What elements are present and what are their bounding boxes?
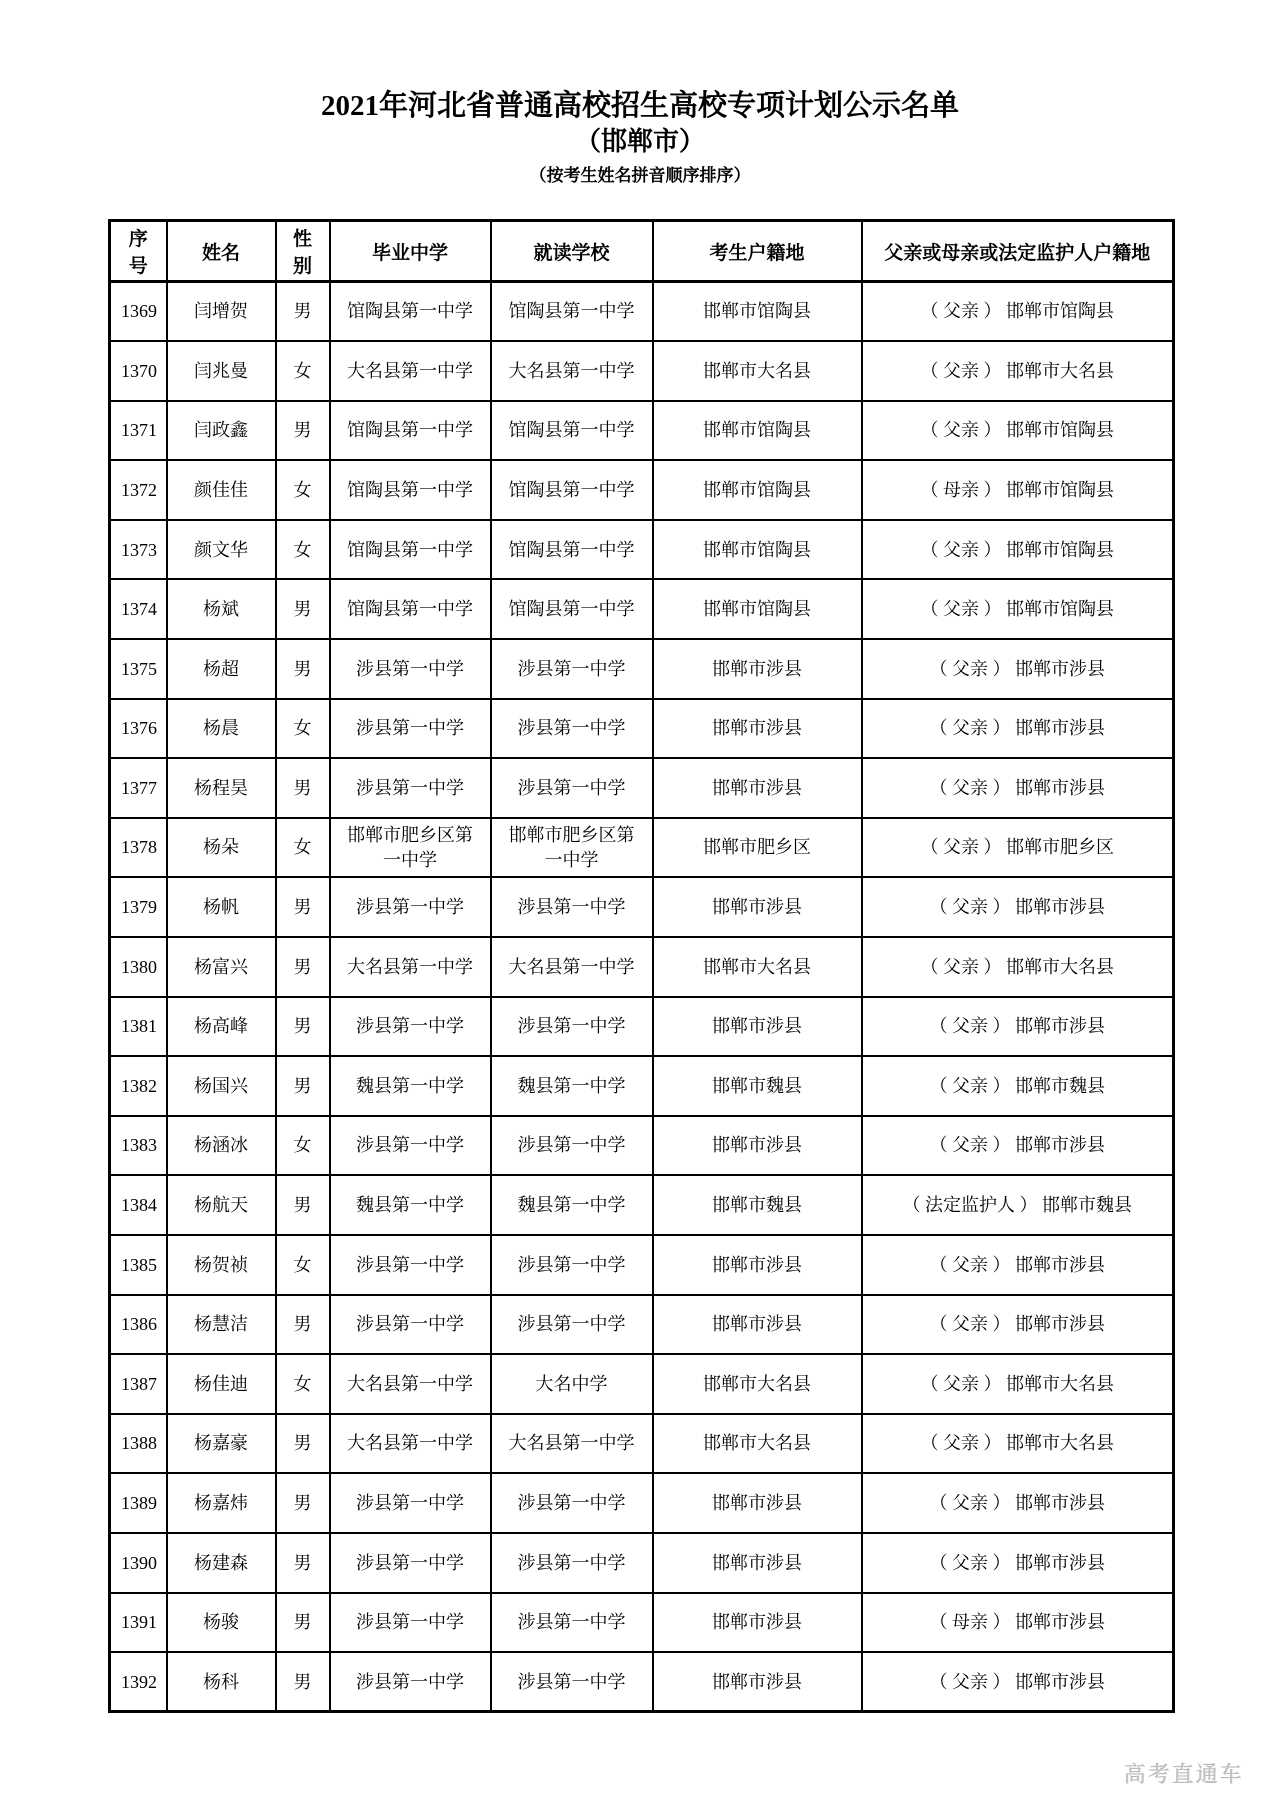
- cell-candidate-residence: 邯郸市涉县: [653, 1295, 862, 1355]
- cell-index: 1388: [110, 1414, 167, 1474]
- header-index: 序号: [110, 221, 167, 282]
- cell-graduation-school: 大名县第一中学: [330, 937, 491, 997]
- cell-name: 杨超: [167, 639, 276, 699]
- cell-candidate-residence: 邯郸市涉县: [653, 699, 862, 759]
- table-row: [110, 579, 1174, 639]
- cell-attending-school: 大名县第一中学: [491, 1414, 653, 1474]
- table-row: [110, 282, 1174, 342]
- cell-name: 杨嘉豪: [167, 1414, 276, 1474]
- page-sort-note: （按考生姓名拼音顺序排序）: [529, 166, 751, 185]
- cell-candidate-residence: 邯郸市大名县: [653, 937, 862, 997]
- cell-index: 1389: [110, 1473, 167, 1533]
- cell-candidate-residence: 邯郸市馆陶县: [653, 520, 862, 580]
- cell-guardian-residence: （ 父亲 ） 邯郸市馆陶县: [862, 282, 1174, 342]
- cell-name: 杨建森: [167, 1533, 276, 1593]
- table-row: [110, 1414, 1174, 1474]
- table-header-row: [110, 221, 1174, 282]
- cell-candidate-residence: 邯郸市涉县: [653, 997, 862, 1057]
- cell-guardian-residence: （ 父亲 ） 邯郸市魏县: [862, 1056, 1174, 1116]
- cell-name: 杨航天: [167, 1175, 276, 1235]
- cell-candidate-residence: 邯郸市馆陶县: [653, 460, 862, 520]
- candidates-table: [108, 219, 1175, 1713]
- cell-attending-school: 涉县第一中学: [491, 639, 653, 699]
- cell-attending-school: 涉县第一中学: [491, 699, 653, 759]
- cell-graduation-school: 涉县第一中学: [330, 1235, 491, 1295]
- cell-attending-school: 涉县第一中学: [491, 1295, 653, 1355]
- cell-candidate-residence: 邯郸市涉县: [653, 1652, 862, 1712]
- cell-gender: 女: [276, 341, 330, 401]
- cell-attending-school: 大名中学: [491, 1354, 653, 1414]
- cell-guardian-residence: （ 父亲 ） 邯郸市大名县: [862, 937, 1174, 997]
- cell-candidate-residence: 邯郸市涉县: [653, 1473, 862, 1533]
- cell-gender: 男: [276, 282, 330, 342]
- cell-candidate-residence: 邯郸市涉县: [653, 1235, 862, 1295]
- cell-name: 杨斌: [167, 579, 276, 639]
- cell-gender: 男: [276, 1414, 330, 1474]
- header-name: 姓名: [167, 221, 276, 282]
- cell-gender: 女: [276, 818, 330, 878]
- cell-graduation-school: 涉县第一中学: [330, 1533, 491, 1593]
- cell-guardian-residence: （ 父亲 ） 邯郸市涉县: [862, 1652, 1174, 1712]
- cell-gender: 男: [276, 1175, 330, 1235]
- cell-graduation-school: 涉县第一中学: [330, 877, 491, 937]
- cell-gender: 女: [276, 699, 330, 759]
- cell-index: 1390: [110, 1533, 167, 1593]
- table-row: [110, 699, 1174, 759]
- cell-graduation-school: 馆陶县第一中学: [330, 401, 491, 461]
- cell-name: 杨科: [167, 1652, 276, 1712]
- cell-gender: 女: [276, 460, 330, 520]
- cell-index: 1371: [110, 401, 167, 461]
- cell-index: 1378: [110, 818, 167, 878]
- table-row: [110, 1473, 1174, 1533]
- cell-index: 1386: [110, 1295, 167, 1355]
- cell-index: 1375: [110, 639, 167, 699]
- cell-index: 1379: [110, 877, 167, 937]
- cell-candidate-residence: 邯郸市涉县: [653, 758, 862, 818]
- cell-attending-school: 魏县第一中学: [491, 1056, 653, 1116]
- cell-attending-school: 涉县第一中学: [491, 1593, 653, 1653]
- cell-guardian-residence: （ 父亲 ） 邯郸市涉县: [862, 1116, 1174, 1176]
- table-row: [110, 997, 1174, 1057]
- title-block: [0, 88, 1280, 188]
- header-candidate-residence: 考生户籍地: [653, 221, 862, 282]
- cell-candidate-residence: 邯郸市涉县: [653, 877, 862, 937]
- cell-candidate-residence: 邯郸市涉县: [653, 1533, 862, 1593]
- cell-gender: 男: [276, 997, 330, 1057]
- cell-gender: 女: [276, 1354, 330, 1414]
- cell-name: 杨程昊: [167, 758, 276, 818]
- cell-guardian-residence: （ 法定监护人 ） 邯郸市魏县: [862, 1175, 1174, 1235]
- cell-candidate-residence: 邯郸市馆陶县: [653, 579, 862, 639]
- cell-attending-school: 魏县第一中学: [491, 1175, 653, 1235]
- cell-name: 杨慧洁: [167, 1295, 276, 1355]
- cell-graduation-school: 大名县第一中学: [330, 341, 491, 401]
- table-row: [110, 1175, 1174, 1235]
- cell-gender: 男: [276, 1533, 330, 1593]
- cell-gender: 女: [276, 1235, 330, 1295]
- cell-guardian-residence: （ 父亲 ） 邯郸市馆陶县: [862, 579, 1174, 639]
- cell-attending-school: 馆陶县第一中学: [491, 579, 653, 639]
- page-title: 2021年河北省普通高校招生高校专项计划公示名单: [320, 90, 959, 122]
- cell-candidate-residence: 邯郸市涉县: [653, 1116, 862, 1176]
- header-attending-school: 就读学校: [491, 221, 653, 282]
- table-row: [110, 1593, 1174, 1653]
- cell-guardian-residence: （ 父亲 ） 邯郸市涉县: [862, 997, 1174, 1057]
- cell-guardian-residence: （ 母亲 ） 邯郸市涉县: [862, 1593, 1174, 1653]
- cell-index: 1377: [110, 758, 167, 818]
- table-body: [110, 282, 1174, 1712]
- table-row: [110, 401, 1174, 461]
- table-row: [110, 1295, 1174, 1355]
- cell-attending-school: 涉县第一中学: [491, 1652, 653, 1712]
- cell-guardian-residence: （ 父亲 ） 邯郸市涉县: [862, 877, 1174, 937]
- cell-name: 杨佳迪: [167, 1354, 276, 1414]
- cell-guardian-residence: （ 父亲 ） 邯郸市涉县: [862, 758, 1174, 818]
- cell-name: 杨国兴: [167, 1056, 276, 1116]
- cell-index: 1369: [110, 282, 167, 342]
- cell-gender: 男: [276, 579, 330, 639]
- cell-attending-school: 涉县第一中学: [491, 997, 653, 1057]
- cell-attending-school: 馆陶县第一中学: [491, 401, 653, 461]
- cell-name: 杨朵: [167, 818, 276, 878]
- cell-candidate-residence: 邯郸市馆陶县: [653, 282, 862, 342]
- cell-guardian-residence: （ 父亲 ） 邯郸市涉县: [862, 639, 1174, 699]
- cell-attending-school: 涉县第一中学: [491, 877, 653, 937]
- cell-name: 颜文华: [167, 520, 276, 580]
- cell-guardian-residence: （ 父亲 ） 邯郸市涉县: [862, 699, 1174, 759]
- cell-attending-school: 大名县第一中学: [491, 937, 653, 997]
- cell-gender: 男: [276, 937, 330, 997]
- cell-name: 杨高峰: [167, 997, 276, 1057]
- cell-attending-school: 涉县第一中学: [491, 758, 653, 818]
- cell-candidate-residence: 邯郸市大名县: [653, 1354, 862, 1414]
- cell-index: 1392: [110, 1652, 167, 1712]
- cell-guardian-residence: （ 父亲 ） 邯郸市大名县: [862, 1414, 1174, 1474]
- cell-index: 1380: [110, 937, 167, 997]
- cell-guardian-residence: （ 父亲 ） 邯郸市馆陶县: [862, 520, 1174, 580]
- cell-candidate-residence: 邯郸市肥乡区: [653, 818, 862, 878]
- cell-attending-school: 涉县第一中学: [491, 1473, 653, 1533]
- cell-name: 杨帆: [167, 877, 276, 937]
- cell-name: 杨贺祯: [167, 1235, 276, 1295]
- cell-index: 1376: [110, 699, 167, 759]
- table-row: [110, 1056, 1174, 1116]
- cell-index: 1373: [110, 520, 167, 580]
- cell-gender: 男: [276, 1473, 330, 1533]
- header-guardian-residence: 父亲或母亲或法定监护人户籍地: [862, 221, 1174, 282]
- cell-graduation-school: 大名县第一中学: [330, 1354, 491, 1414]
- cell-graduation-school: 大名县第一中学: [330, 1414, 491, 1474]
- cell-guardian-residence: （ 父亲 ） 邯郸市涉县: [862, 1295, 1174, 1355]
- cell-graduation-school: 涉县第一中学: [330, 997, 491, 1057]
- cell-graduation-school: 涉县第一中学: [330, 639, 491, 699]
- cell-index: 1383: [110, 1116, 167, 1176]
- cell-index: 1387: [110, 1354, 167, 1414]
- cell-attending-school: 馆陶县第一中学: [491, 282, 653, 342]
- cell-index: 1391: [110, 1593, 167, 1653]
- cell-gender: 男: [276, 639, 330, 699]
- cell-graduation-school: 涉县第一中学: [330, 1116, 491, 1176]
- cell-gender: 男: [276, 1652, 330, 1712]
- cell-name: 闫兆曼: [167, 341, 276, 401]
- cell-candidate-residence: 邯郸市涉县: [653, 639, 862, 699]
- cell-graduation-school: 邯郸市肥乡区第一中学: [330, 818, 491, 878]
- cell-graduation-school: 魏县第一中学: [330, 1056, 491, 1116]
- cell-graduation-school: 馆陶县第一中学: [330, 579, 491, 639]
- table-row: [110, 877, 1174, 937]
- cell-index: 1381: [110, 997, 167, 1057]
- cell-name: 闫增贺: [167, 282, 276, 342]
- cell-graduation-school: 涉县第一中学: [330, 1473, 491, 1533]
- header-graduation-school: 毕业中学: [330, 221, 491, 282]
- cell-index: 1370: [110, 341, 167, 401]
- cell-index: 1374: [110, 579, 167, 639]
- cell-guardian-residence: （ 母亲 ） 邯郸市馆陶县: [862, 460, 1174, 520]
- header-gender: 性别: [276, 221, 330, 282]
- cell-candidate-residence: 邯郸市大名县: [653, 1414, 862, 1474]
- cell-graduation-school: 馆陶县第一中学: [330, 460, 491, 520]
- cell-attending-school: 邯郸市肥乡区第一中学: [491, 818, 653, 878]
- cell-name: 杨嘉炜: [167, 1473, 276, 1533]
- table-row: [110, 1354, 1174, 1414]
- cell-gender: 女: [276, 1116, 330, 1176]
- cell-graduation-school: 涉县第一中学: [330, 758, 491, 818]
- cell-attending-school: 涉县第一中学: [491, 1235, 653, 1295]
- cell-index: 1384: [110, 1175, 167, 1235]
- cell-gender: 女: [276, 520, 330, 580]
- table-row: [110, 460, 1174, 520]
- cell-name: 杨富兴: [167, 937, 276, 997]
- cell-guardian-residence: （ 父亲 ） 邯郸市涉县: [862, 1473, 1174, 1533]
- table-row: [110, 341, 1174, 401]
- table-row: [110, 520, 1174, 580]
- cell-gender: 男: [276, 758, 330, 818]
- cell-graduation-school: 涉县第一中学: [330, 1593, 491, 1653]
- cell-attending-school: 涉县第一中学: [491, 1116, 653, 1176]
- cell-name: 杨晨: [167, 699, 276, 759]
- cell-guardian-residence: （ 父亲 ） 邯郸市馆陶县: [862, 401, 1174, 461]
- cell-gender: 男: [276, 1593, 330, 1653]
- table-row: [110, 639, 1174, 699]
- cell-attending-school: 馆陶县第一中学: [491, 520, 653, 580]
- watermark: 高考直通车: [1123, 1762, 1244, 1787]
- cell-guardian-residence: （ 父亲 ） 邯郸市大名县: [862, 341, 1174, 401]
- cell-graduation-school: 涉县第一中学: [330, 1295, 491, 1355]
- cell-index: 1372: [110, 460, 167, 520]
- table-row: [110, 818, 1174, 878]
- cell-candidate-residence: 邯郸市馆陶县: [653, 401, 862, 461]
- cell-guardian-residence: （ 父亲 ） 邯郸市涉县: [862, 1533, 1174, 1593]
- cell-index: 1385: [110, 1235, 167, 1295]
- cell-name: 闫政鑫: [167, 401, 276, 461]
- cell-gender: 男: [276, 1056, 330, 1116]
- cell-gender: 男: [276, 401, 330, 461]
- cell-graduation-school: 馆陶县第一中学: [330, 282, 491, 342]
- cell-attending-school: 涉县第一中学: [491, 1533, 653, 1593]
- cell-candidate-residence: 邯郸市魏县: [653, 1056, 862, 1116]
- table-row: [110, 1235, 1174, 1295]
- table-row: [110, 1652, 1174, 1712]
- table-row: [110, 1533, 1174, 1593]
- table-row: [110, 758, 1174, 818]
- cell-gender: 男: [276, 877, 330, 937]
- cell-candidate-residence: 邯郸市涉县: [653, 1593, 862, 1653]
- cell-graduation-school: 涉县第一中学: [330, 1652, 491, 1712]
- cell-index: 1382: [110, 1056, 167, 1116]
- cell-gender: 男: [276, 1295, 330, 1355]
- cell-candidate-residence: 邯郸市大名县: [653, 341, 862, 401]
- table-row: [110, 1116, 1174, 1176]
- cell-name: 颜佳佳: [167, 460, 276, 520]
- cell-attending-school: 大名县第一中学: [491, 341, 653, 401]
- cell-graduation-school: 魏县第一中学: [330, 1175, 491, 1235]
- cell-candidate-residence: 邯郸市魏县: [653, 1175, 862, 1235]
- cell-guardian-residence: （ 父亲 ） 邯郸市肥乡区: [862, 818, 1174, 878]
- cell-name: 杨涵冰: [167, 1116, 276, 1176]
- cell-guardian-residence: （ 父亲 ） 邯郸市涉县: [862, 1235, 1174, 1295]
- cell-guardian-residence: （ 父亲 ） 邯郸市大名县: [862, 1354, 1174, 1414]
- table-row: [110, 937, 1174, 997]
- cell-graduation-school: 馆陶县第一中学: [330, 520, 491, 580]
- cell-name: 杨骏: [167, 1593, 276, 1653]
- cell-graduation-school: 涉县第一中学: [330, 699, 491, 759]
- page-subtitle-city: （邯郸市）: [574, 127, 705, 156]
- cell-attending-school: 馆陶县第一中学: [491, 460, 653, 520]
